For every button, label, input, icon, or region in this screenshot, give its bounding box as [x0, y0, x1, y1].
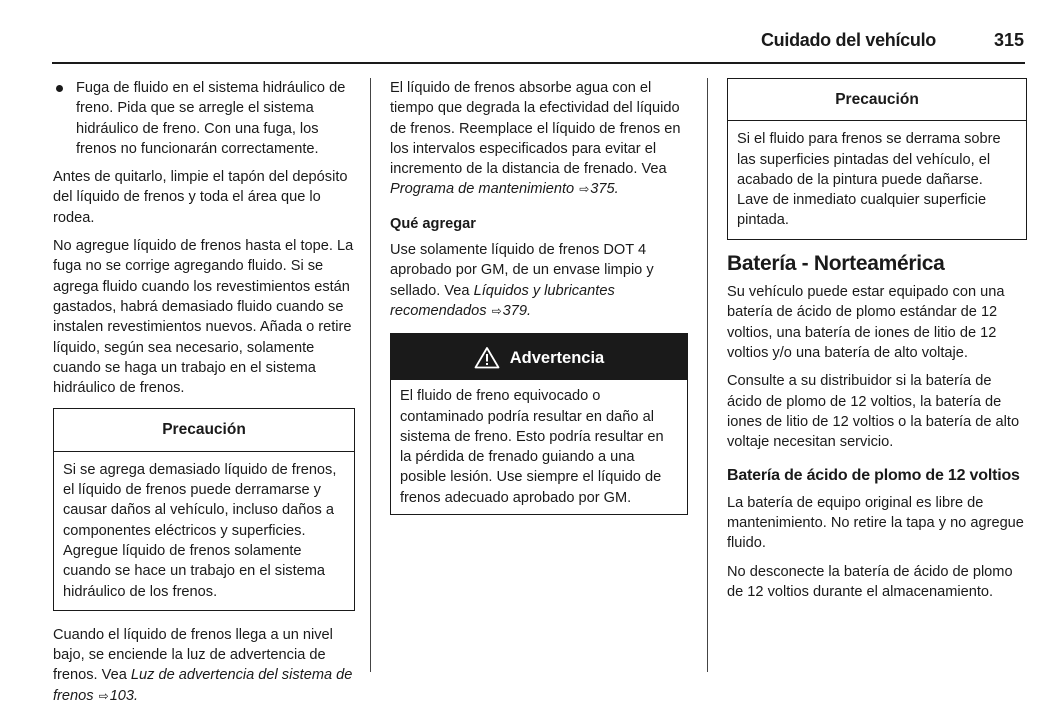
caution-box	[53, 408, 355, 610]
section-title: Batería - Norteamérica	[727, 251, 945, 275]
column-divider-2	[707, 78, 708, 672]
paragraph: Su vehículo puede estar equipado con una batería de ácido de plomo estándar de 12 voltios, una batería de iones de litio de 12 voltios y/o una batería de alto voltaje.	[727, 284, 1005, 361]
paragraph: Consulte a su distribuidor si la batería de ácido de plomo de 12 voltios, la batería de iones de litio de 12 voltios o la batería de alto voltaje necesitan servicio.	[727, 373, 1020, 451]
cross-reference-link[interactable]: Líquidos y lubricantes recomendados	[390, 282, 615, 319]
paragraph-with-reference	[390, 240, 688, 321]
page-arrow-icon: ⇨	[98, 688, 109, 703]
warning-body: El fluido de freno equivocado o contaminado podría resultar en daño al sistema de freno. Esto podría resultar en la pérdida de frenado guiando a una posible lesión. Use siempre el líquido de frenos adecuado aprobado por GM.	[400, 388, 664, 506]
paragraph-with-reference	[390, 78, 688, 200]
warning-box	[390, 333, 688, 515]
caution-box	[727, 78, 1027, 240]
subheading: Qué agregar	[390, 215, 476, 232]
paragraph-text: Use solamente líquido de frenos DOT 4 aprobado por GM, de un envase limpio y sellado. Vea	[390, 242, 654, 299]
warning-title: Advertencia	[509, 348, 605, 367]
header-divider	[52, 62, 1025, 64]
column-divider-1	[370, 78, 371, 672]
bullet-item	[53, 78, 355, 159]
paragraph-text: El líquido de frenos absorbe agua con el tiempo que degrada la efectividad del líquido de frenos. Reemplace el líquido de frenos en los intervalos especificados para evitar el incremento de la distancia de frenado. Vea	[390, 80, 681, 178]
paragraph: La batería de equipo original es libre de mantenimiento. No retire la tapa y no agregue fluido.	[727, 494, 1024, 552]
bullet-dot-icon	[56, 85, 63, 92]
paragraph: No desconecte la batería de ácido de plomo de 12 voltios durante el almacenamiento.	[727, 563, 1013, 600]
page-number: 315	[993, 30, 1024, 50]
paragraph: Antes de quitarlo, limpie el tapón del depósito del líquido de frenos y toda el área que lo rodea.	[53, 169, 348, 226]
cross-reference-link[interactable]: Luz de advertencia del sistema de frenos	[53, 667, 353, 704]
warning-header	[391, 334, 687, 380]
column-3	[727, 78, 1027, 610]
caution-title: Precaución	[54, 409, 354, 451]
caution-body: Si se agrega demasiado líquido de frenos, el líquido de frenos puede derramarse y causar daños al vehículo, incluso daños a componentes eléctricos y superficies. Agregue líquido de frenos solamente cuando se hace un trabajo en el sistema hidráulico de los frenos.	[63, 461, 337, 600]
header-section-title: Cuidado del vehículo	[760, 30, 936, 50]
caution-body: Si el fluido para frenos se derrama sobre las superficies pintadas del vehículo, el acabado de la pintura puede dañarse. Lave de inmediato cualquier superficie pintada.	[737, 131, 1001, 229]
page-reference[interactable]: 375.	[590, 181, 619, 198]
paragraph: No agregue líquido de frenos hasta el tope. La fuga no se corrige agregando fluido. Si se agrega fluido cuando los revestimientos están gastados, habrá demasiado fluido cuando se instalen revestimientos nuevos. Añada o retire líquido, según sea necesario, solamente cuando se haga un trabajo en el sistema hidráulico de frenos.	[53, 238, 354, 397]
page-arrow-icon: ⇨	[579, 182, 590, 197]
column-2	[390, 78, 688, 515]
page-reference[interactable]: 103.	[109, 687, 139, 704]
bullet-text: Fuga de fluido en el sistema hidráulico de freno. Pida que se arregle el sistema hidráulico de freno. Con una fuga, los frenos no funcionarán correctamente.	[76, 80, 346, 157]
cross-reference-link[interactable]: Programa de mantenimiento	[390, 181, 575, 198]
subsection-title: Batería de ácido de plomo de 12 voltios	[727, 467, 1020, 485]
paragraph-with-reference	[53, 625, 355, 706]
column-1	[53, 78, 355, 714]
page-reference[interactable]: 379.	[502, 302, 532, 319]
page-arrow-icon: ⇨	[491, 303, 502, 318]
warning-triangle-icon	[474, 346, 500, 369]
caution-title: Precaución	[728, 79, 1026, 121]
paragraph-text: Cuando el líquido de frenos llega a un nivel bajo, se enciende la luz de advertencia de frenos. Vea	[53, 626, 333, 684]
